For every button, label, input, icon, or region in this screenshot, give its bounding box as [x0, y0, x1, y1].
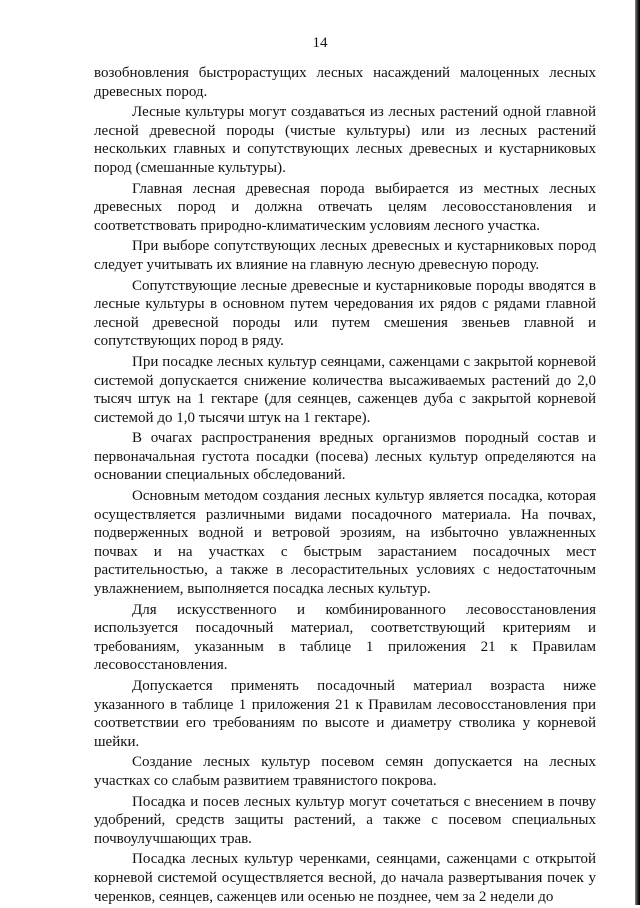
paragraph: Создание лесных культур посевом семян допускается на лесных участках со слабым развитием травянистого покрова.: [94, 754, 596, 789]
paragraph: Главная лесная древесная порода выбирается из местных лесных древесных пород и должна отвечать целям лесовосстановления и соответствовать природно-климатическим условиям лесного участка.: [94, 180, 596, 234]
paragraph: возобновления быстрорастущих лесных насаждений малоценных лесных древесных пород.: [94, 65, 596, 100]
scan-edge-shadow: [635, 0, 640, 905]
page-number: 14: [312, 35, 328, 51]
paragraph: Посадка и посев лесных культур могут сочетаться с внесением в почву удобрений, средств защиты растений, а также с посевом специальных почвоулучшающих трав.: [94, 793, 596, 847]
paragraph: Допускается применять посадочный материал возраста ниже указанного в таблице 1 приложения 21 к Правилам лесовосстановления при соответствии его требованиям по высоте и диаметру стволика у корневой шейки.: [94, 678, 596, 750]
paragraph: При посадке лесных культур сеянцами, саженцами с закрытой корневой системой допускается снижение количества высаживаемых растений до 2,0 тысяч штук на 1 гектаре (для сеянцев, саженцев дуба с закрытой корневой системой до 1,0 тысячи штук на 1 гектаре).: [94, 353, 596, 426]
paragraph: В очагах распространения вредных организмов породный состав и первоначальная густота посадки (посева) лесных культур определяются на основании специальных обследований.: [94, 430, 596, 484]
paragraph: Для искусственного и комбинированного лесовосстановления используется посадочный материал, соответствующий критериям и требованиям, указанным в таблице 1 приложения 21 к Правилам лесовосстановления.: [94, 601, 596, 674]
paragraph: Посадка лесных культур черенками, сеянцами, саженцами с открытой корневой системой осуществляется весной, до начала развертывания почек у черенков, сеянцев, саженцев или осенью не позднее, чем за 2 недели до: [94, 851, 596, 905]
paragraph: Основным методом создания лесных культур является посадка, которая осуществляется различными видами посадочного материала. На почвах, подверженных водной и ветровой эрозиям, на избыточно увлажненных почвах и на участках с быстрым зарастанием посадочных мест растительностью, а также в лесорастительных условиях с недостаточным увлажнением, выполняется посадка лесных культур.: [94, 488, 596, 598]
document-body: [94, 64, 596, 908]
paragraph: Сопутствующие лесные древесные и кустарниковые породы вводятся в лесные культуры в основном путем чередования их рядов с рядами главной лесной древесной породы или путем смешения звеньев главной и сопутствующих пород в ряду.: [94, 277, 596, 350]
paragraph: Лесные культуры могут создаваться из лесных растений одной главной лесной древесной породы (чистые культуры) или из лесных растений нескольких главных и сопутствующих лесных древесных и кустарниковых пород (смешанные культуры).: [94, 104, 596, 176]
paragraph: При выборе сопутствующих лесных древесных и кустарниковых пород следует учитывать их влияние на главную лесную древесную породу.: [94, 238, 596, 273]
